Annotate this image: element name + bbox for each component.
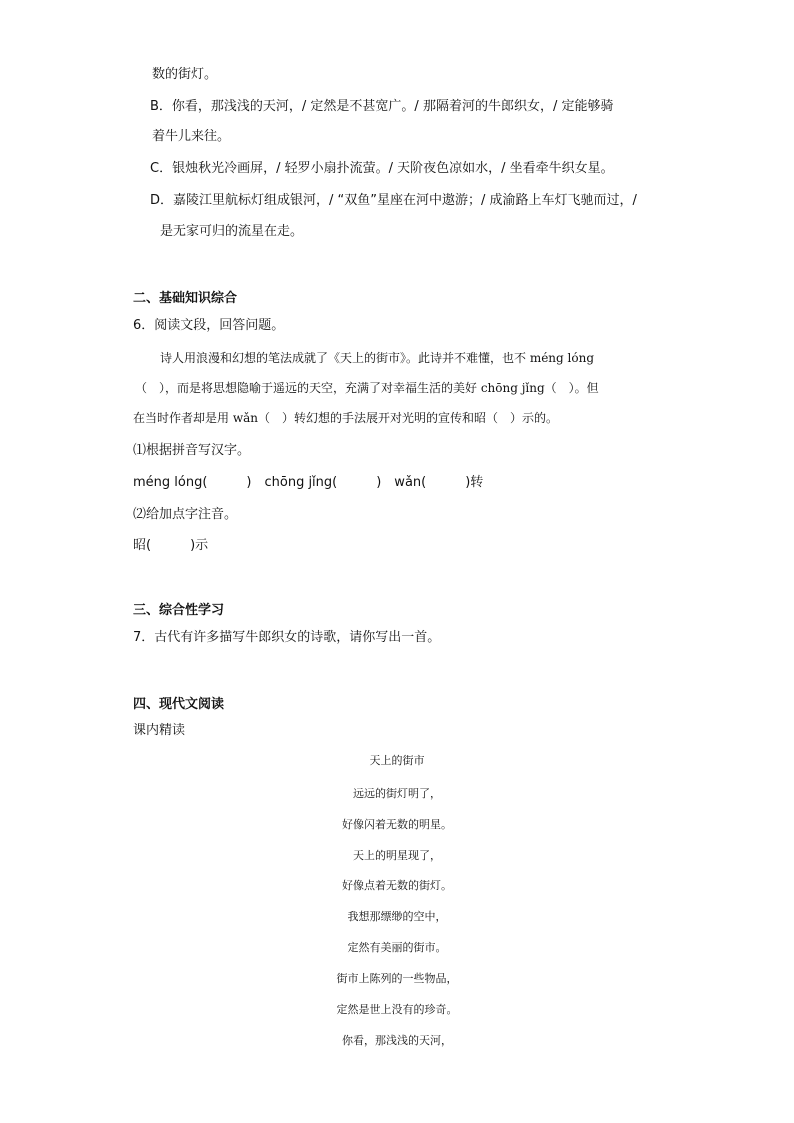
- sub-question-1: ⑴根据拼音写汉字。: [133, 443, 251, 458]
- passage-line-2: （ ），而是将思想隐喻于遥远的天空，充满了对幸福生活的美好 chōng jǐng（ ）。但: [135, 381, 599, 395]
- section-4-subtitle: 课内精读: [133, 723, 186, 738]
- question-7: 7．古代有许多描写牛郎织女的诗歌，请你写出一首。: [133, 630, 441, 645]
- option-a-continuation: 数的街灯。: [152, 67, 218, 82]
- poem-line: 街市上陈列的一些物品，: [336, 972, 458, 985]
- option-b-line-1: B．你看，那浅浅的天河，/ 定然是不甚宽广。/ 那隔着河的牛郎织女，/ 定能够骑: [150, 99, 614, 114]
- section-4-title: 四、现代文阅读: [133, 697, 225, 712]
- poem-line: 好像闪着无数的明星。: [342, 818, 452, 831]
- poem-line: 定然是世上没有的珍奇。: [336, 1003, 458, 1016]
- question-6-title: 6．阅读文段，回答问题。: [133, 318, 285, 333]
- poem-title: 天上的街市: [369, 754, 425, 767]
- option-d-line-1: D．嘉陵江里航标灯组成银河，/ “双鱼”星座在河中遨游；/ 成渝路上车灯飞驰而过，/: [150, 193, 637, 208]
- option-d-line-2: 是无家可归的流星在走。: [160, 224, 304, 239]
- poem-line: 好像点着无数的街灯。: [342, 879, 452, 892]
- poem-line: 远远的街灯明了，: [353, 787, 441, 800]
- option-b-line-2: 着牛儿来往。: [152, 129, 231, 144]
- poem-line: 你看，那浅浅的天河，: [342, 1034, 452, 1047]
- poem-line: 天上的明星现了，: [353, 849, 441, 862]
- sub-question-1-answers: méng lóng( ) chōng jǐng( ) wǎn( )转: [133, 475, 484, 490]
- sub-question-2: ⑵给加点字注音。: [133, 507, 238, 522]
- passage-line-3: 在当时作者却是用 wǎn（ ）转幻想的手法展开对光明的宣传和昭（ ）示的。: [133, 411, 558, 425]
- passage-line-1: 诗人用浪漫和幻想的笔法成就了《天上的街市》。此诗并不难懂，也不 méng lóng: [160, 351, 594, 365]
- section-2-title: 二、基础知识综合: [133, 291, 238, 306]
- option-c-line: C．银烛秋光冷画屏，/ 轻罗小扇扑流萤。/ 天阶夜色凉如水，/ 坐看牵牛织女星。: [150, 161, 614, 176]
- sub-question-2-answer: 昭( )示: [133, 538, 209, 553]
- poem-line: 我想那缥缈的空中，: [347, 910, 447, 923]
- poem-line: 定然有美丽的街市。: [347, 941, 447, 954]
- section-3-title: 三、综合性学习: [133, 603, 225, 618]
